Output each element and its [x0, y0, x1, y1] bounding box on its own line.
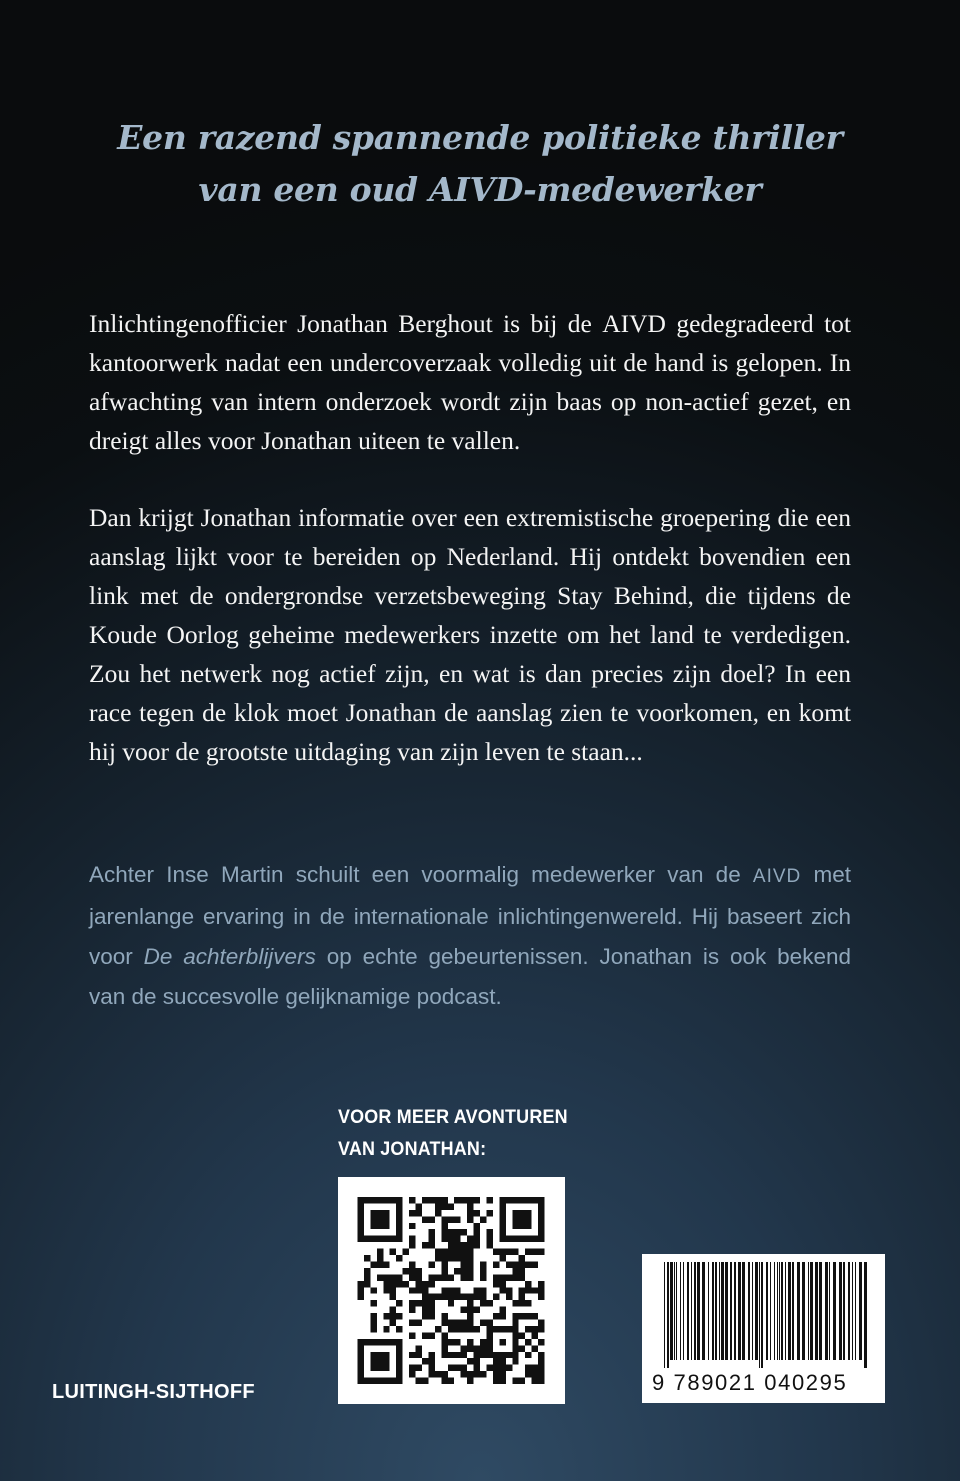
aivd-abbr: AIVD: [429, 170, 524, 209]
aivd-abbr: AIVD: [602, 309, 666, 338]
tagline: [0, 112, 960, 216]
synopsis-paragraph-2: Dan krijgt Jonathan informatie over een extremistische groepering die een aanslag lijkt voor te bereiden op Nederland. Hij ontdekt bovendien een link met de ondergrondse verzetsbeweging Stay Behind, die tijdens de Koude Oorlog geheime medewerkers inzette om het land te verdedigen. Zou het netwerk nog actief zijn, en wat is dan precies zijn doel? In een race tegen de klok moet Jonathan de aanslag zien te voorkomen, en komt hij voor de grootste uitdaging van zijn leven te staan...: [89, 503, 851, 766]
aivd-abbr: AIVD: [752, 866, 802, 887]
isbn-digits: 9 789021 040295: [652, 1370, 848, 1395]
tagline-line-2: van een oud AIVD-medewerker: [198, 170, 762, 209]
publisher-logo: LUITINGH-SIJTHOFF: [52, 1381, 255, 1403]
book-title: De achterblijvers: [143, 944, 316, 969]
qr-code[interactable]: [338, 1177, 565, 1404]
tagline-line-1: Een razend spannende politieke thriller: [117, 118, 843, 157]
qr-code-icon: [356, 1197, 546, 1384]
qr-heading: VOOR MEER AVONTUREN VAN JONATHAN:: [338, 1106, 568, 1160]
barcode-icon: [652, 1262, 874, 1368]
author-bio: Achter Inse Martin schuilt een voormalig medewerker van de AIVD met jarenlange ervaring in de internationale inlichtingenwereld. Hij baseert zich voor De achterblijvers op echte gebeurtenissen. Jonathan is ook bekend van de succesvolle gelijknamige podcast.: [89, 862, 851, 1009]
synopsis-paragraph-1: Inlichtingenofficier Jonathan Berghout is bij de AIVD gedegradeerd tot kantoorwerk nadat een undercoverzaak volledig uit de hand is gelopen. In afwachting van intern onderzoek wordt zijn baas op non-actief gezet, en dreigt alles voor Jonathan uiteen te vallen.: [89, 309, 851, 455]
isbn-barcode: [642, 1254, 885, 1403]
